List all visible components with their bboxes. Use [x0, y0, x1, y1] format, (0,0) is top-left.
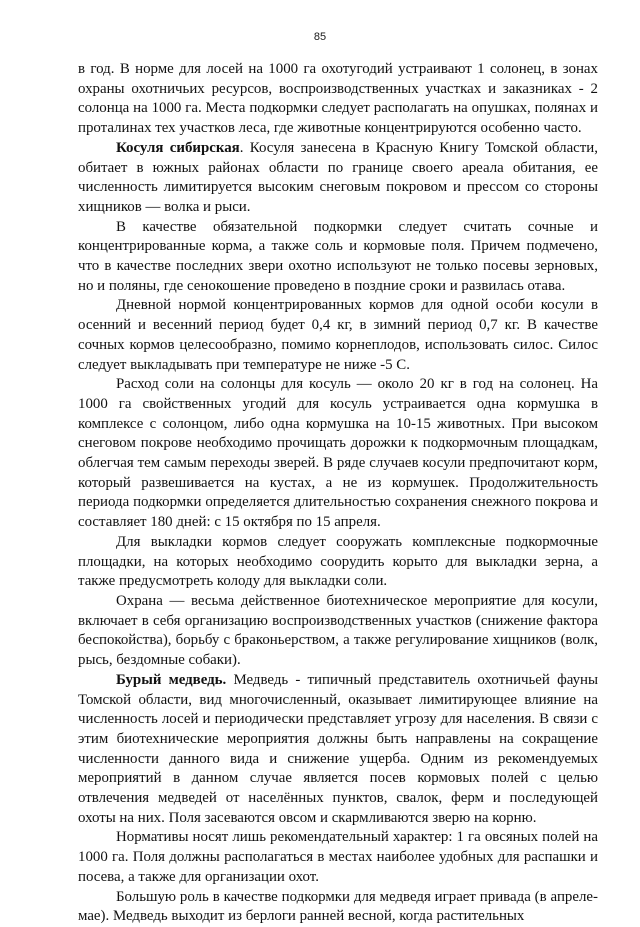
paragraph-brown-bear-intro [78, 671, 598, 829]
paragraph-bear-bait [78, 888, 598, 927]
paragraph-roe-deer-salt [78, 375, 598, 533]
paragraph-text: Для выкладки кормов следует сооружать комплексные подкормочные площадки, на которых необходимо соорудить корыто для выкладки зерна, а также предусмотреть колоду для выкладки соли. [78, 533, 598, 590]
paragraph-roe-deer-daily-norm [78, 296, 598, 375]
paragraph-text: Дневной нормой концентрированных кормов для одной особи косули в осенний и весенний период будет 0,4 кг, в зимний период 0,7 кг. В качестве сочных кормов целесообразно, помимо корнеплодов, использовать силос. Силос следует выкладывать при температуре не ниже -5 С. [78, 297, 598, 373]
paragraph-text: В качестве обязательной подкормки следует считать сочные и концентрированные корма, а также соль и кормовые поля. Причем подмечено, что в качестве последних звери охотно используют не только посевы зерновых, но и поляны, где сенокошение проведено в поздние сроки и развилась отава. [78, 218, 598, 294]
page-body-text [78, 60, 598, 927]
paragraph-text: . Косуля занесена в Красную Книгу Томской области, обитает в южных районах области по границе своего ареала обитания, ее численность лимитируется высоким снеговым покровом и прессом со стороны хищников — волка и рыси. [78, 139, 598, 215]
paragraph-text: Нормативы носят лишь рекомендательный характер: 1 га овсяных полей на 1000 га. Поля должны располагаться в местах наиболее удобных для распашки и посева, а также для организации охот. [78, 829, 598, 885]
paragraph-roe-deer-feeding [78, 218, 598, 297]
paragraph-roe-deer-intro [78, 139, 598, 218]
paragraph-elk-salt-licks [78, 60, 598, 139]
section-heading-roe-deer: Косуля сибирская [116, 139, 240, 156]
paragraph-text: Большую роль в качестве подкормки для медведя играет привада (в апреле-мае). Медведь выходит из берлоги ранней весной, когда растительных [78, 888, 598, 925]
paragraph-roe-deer-protection [78, 592, 598, 671]
paragraph-text: Медведь - типичный представитель охотничьей фауны Томской области, вид многочисленный, оказывает лимитирующее влияние на численность лосей и периодически представляет угрозу для населения. В связи с этим биотехнические мероприятия должны быть направлены на сокращение численности данного вида и снижение ущерба. Одним из рекомендуемых мероприятий в данном случае является посев кормовых полей с целью отвлечения медведей от населённых пунктов, свалок, ферм и последующей охоты на них. Поля засеваются овсом и скармливаются зверю на корню. [78, 671, 598, 826]
paragraph-text: в год. В норме для лосей на 1000 га охотугодий устраивают 1 солонец, в зонах охраны охотничьих ресурсов, воспроизводственных участках и заказниках - 2 солонца на 1000 га. Места подкормки следует располагать на опушках, полянах и проталинах тех участков леса, где животные концентрируются особенно часто. [78, 61, 598, 137]
paragraph-bear-norms [78, 828, 598, 887]
page-number: 85 [313, 31, 327, 43]
section-heading-brown-bear: Бурый медведь. [116, 671, 227, 688]
paragraph-text: Расход соли на солонцы для косуль — около 20 кг в год на солонец. На 1000 га свойственных угодий для косуль устраивается одна кормушка в комплексе с солонцом, либо одна кормушка на 10-15 животных. При высоком снеговом покрове необходимо прочищать дорожки к подкормочным площадкам, облегчая тем самым переходы зверей. В ряде случаев косули предпочитают корм, который развешивается на кустах, а не из кормушек. Продолжительность периода подкормки определяется длительностью сохранения снежного покрова и составляет 180 дней: с 15 октября по 15 апреля. [78, 376, 598, 531]
paragraph-text: Охрана — весьма действенное биотехническое мероприятие для косули, включает в себя организацию воспроизводственных участков (снижение фактора беспокойства), борьбу с браконьерством, а также регулирование хищников (волк, рысь, бездомные собаки). [78, 592, 598, 669]
paragraph-feeding-platforms [78, 533, 598, 592]
